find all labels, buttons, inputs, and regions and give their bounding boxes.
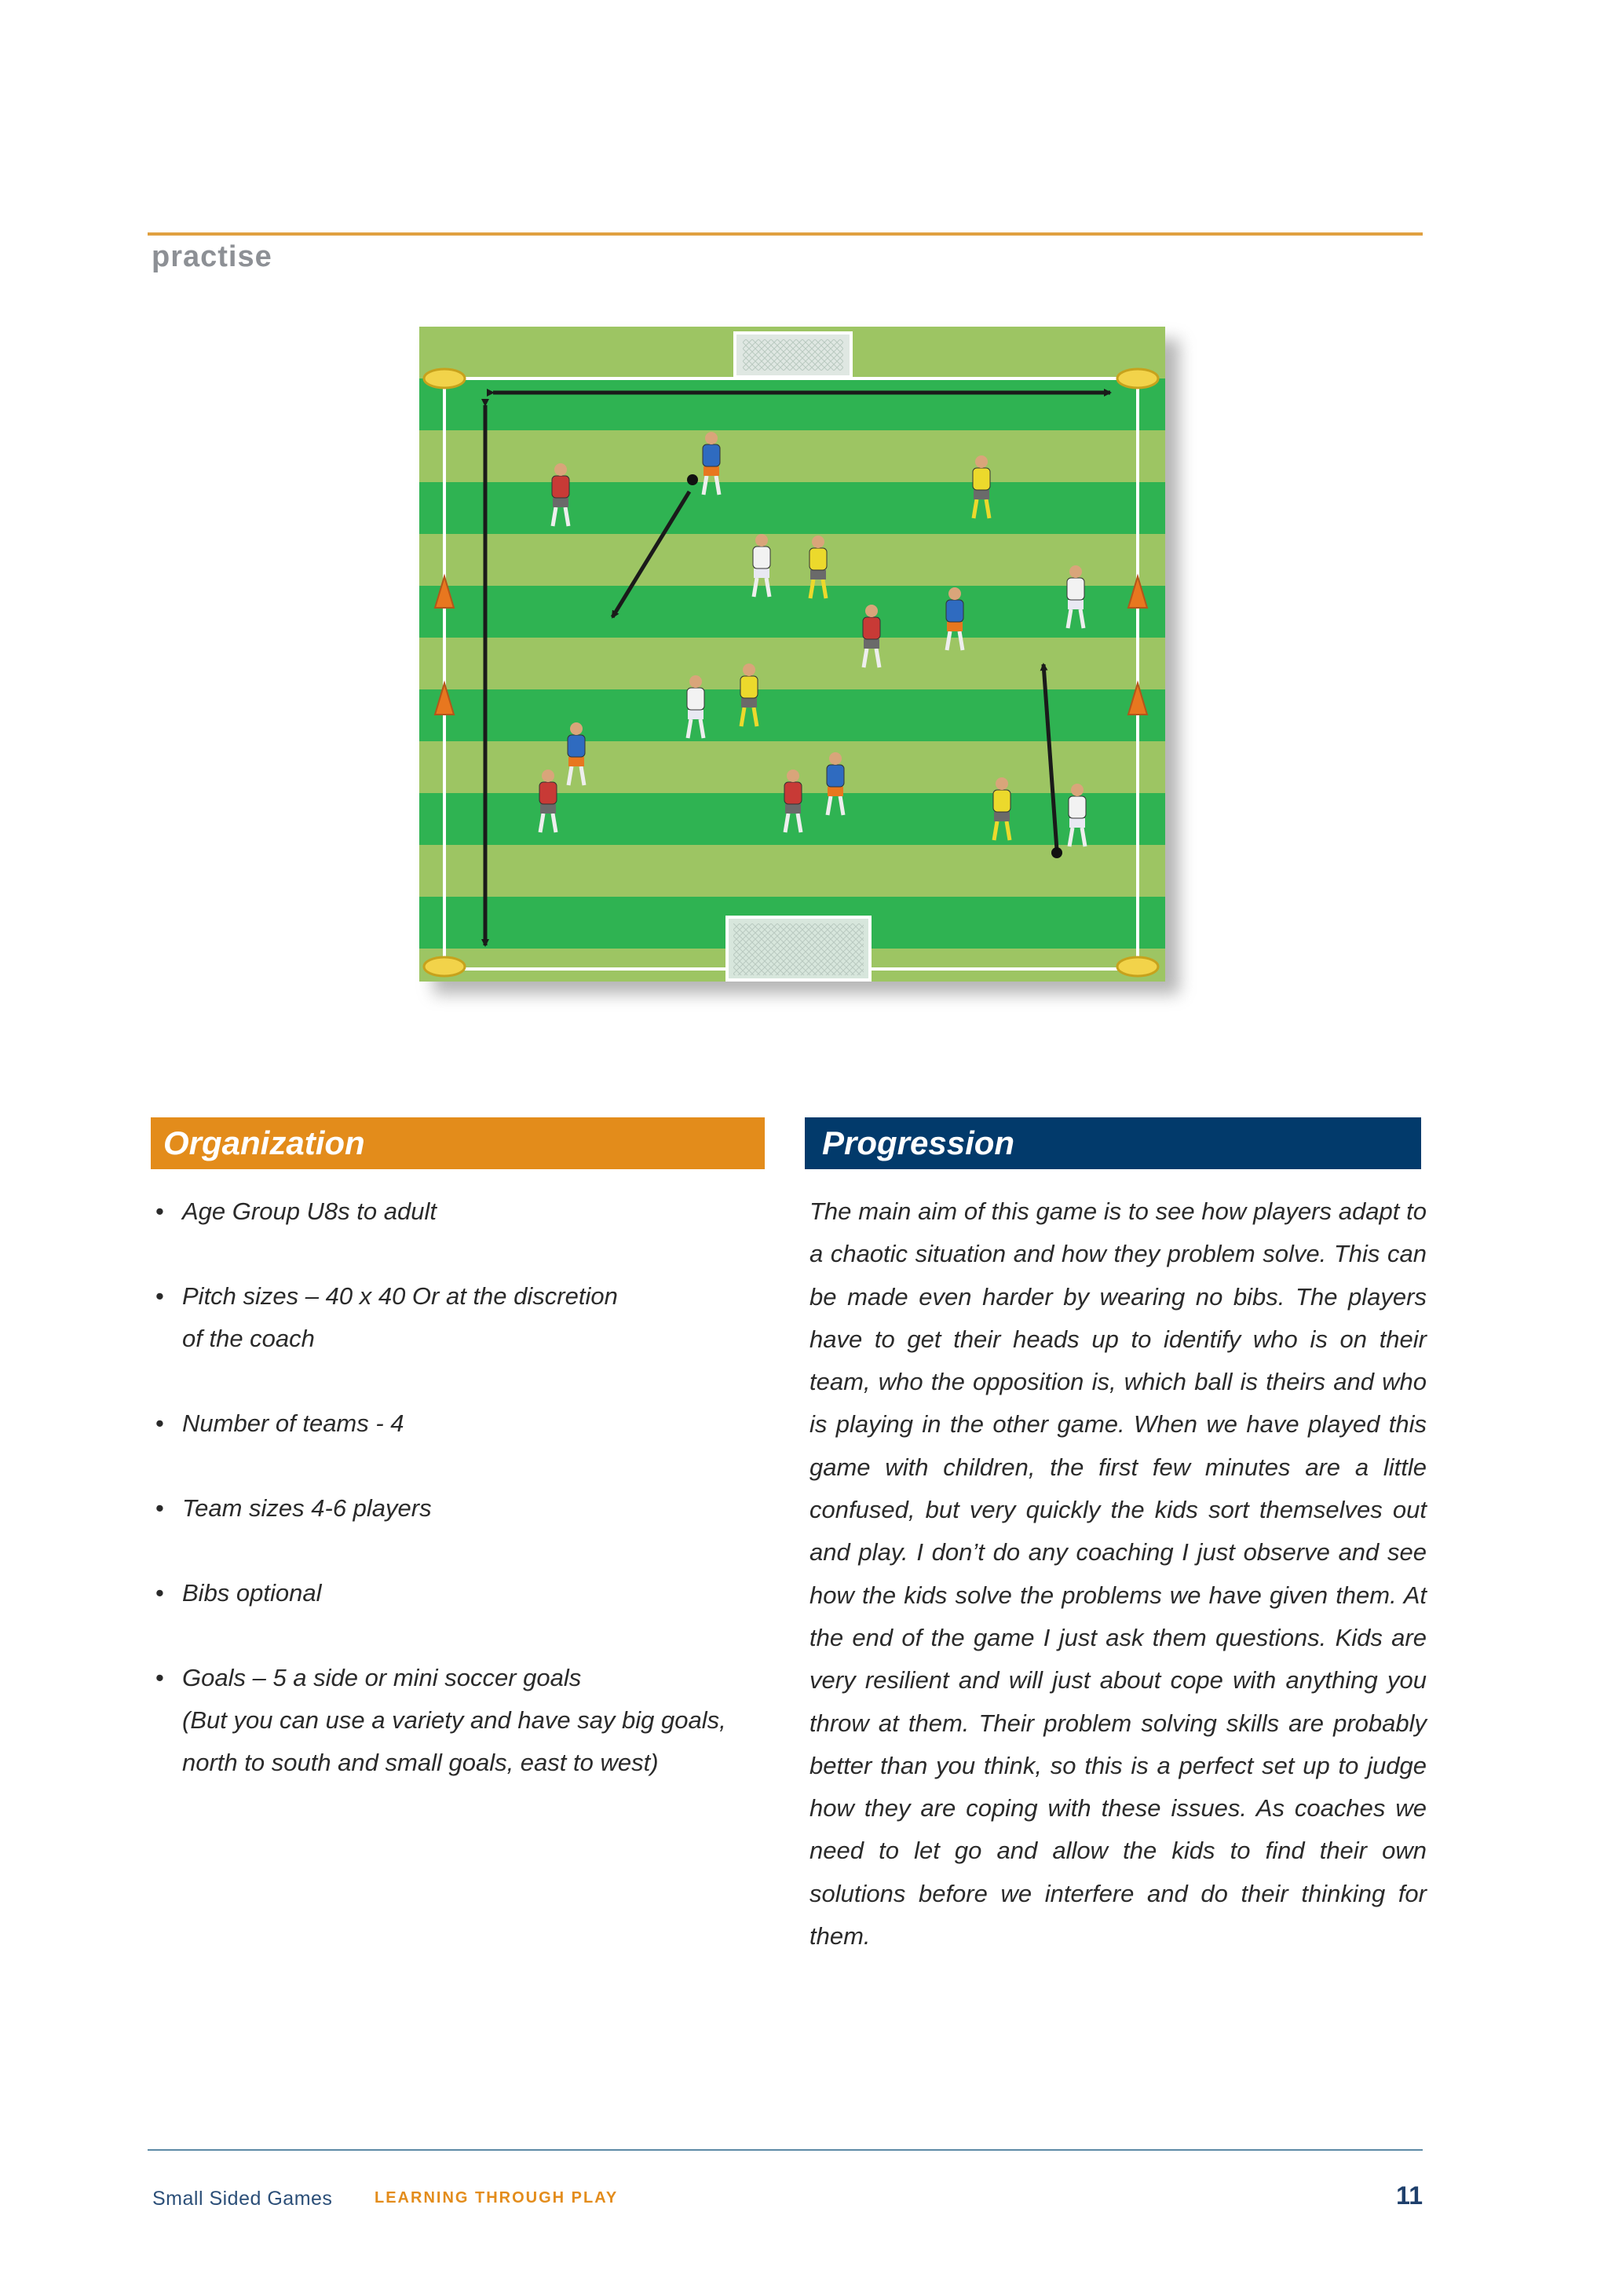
organization-item xyxy=(154,1572,782,1614)
pitch-svg xyxy=(419,327,1165,982)
bottom-divider xyxy=(148,2149,1423,2151)
organization-item xyxy=(154,1275,782,1360)
organization-item xyxy=(154,1487,782,1530)
progression-body: The main aim of this game is to see how players adapt to a chaotic situation and how they problem solve. This can be made even harder by wearing no bibs. The players have to get their heads up to identify who is on their team, who the opposition is, which ball is theirs and who is playing in the other game. When we have played this game with children, the first few minutes are a little confused, but very quickly the kids sort themselves out and play. I don’t do any coaching I just observe and see how the kids solve the problems we have given them. At the end of the game I just ask them questions. Kids are very resilient and will just about cope with anything you throw at them. Their problem solving skills are probably better than you think, so this is a perfect set up to judge how they are coping with these issues. As coaches we need to let go and allow the kids to find their own solutions before we interfere and do their thinking for them. xyxy=(809,1197,1427,1951)
bullet-icon: • xyxy=(155,1197,164,1225)
organization-list xyxy=(154,1190,782,1826)
item-subtext: (But you can use a variety and have say big goals, north to south and small goals, east to west) xyxy=(182,1706,726,1776)
organization-item xyxy=(154,1402,782,1445)
pitch-stripe xyxy=(419,378,1165,430)
pitch-diagram xyxy=(419,327,1165,982)
item-subtext: of the coach xyxy=(182,1325,315,1352)
section-label: practise xyxy=(152,240,272,273)
item-text: Bibs optional xyxy=(182,1579,322,1607)
bullet-icon: • xyxy=(155,1494,164,1522)
pitch-stripe xyxy=(419,482,1165,534)
organization-item xyxy=(154,1657,782,1784)
organization-heading: Organization xyxy=(151,1117,765,1169)
pitch-stripes xyxy=(419,327,1165,982)
item-text: Number of teams - 4 xyxy=(182,1409,404,1437)
page-number: 11 xyxy=(1396,2181,1423,2210)
pitch-stripe xyxy=(419,689,1165,741)
bullet-icon: • xyxy=(155,1664,164,1691)
top-divider xyxy=(148,232,1423,236)
pitch-stripe xyxy=(419,586,1165,638)
top-goal xyxy=(735,333,851,377)
footer-subtitle: LEARNING THROUGH PLAY xyxy=(375,2189,619,2206)
progression-heading: Progression xyxy=(805,1117,1421,1169)
organization-item xyxy=(154,1190,782,1233)
item-text: Goals – 5 a side or mini soccer goals xyxy=(182,1664,582,1691)
footer-title: Small Sided Games xyxy=(152,2188,333,2210)
bullet-icon: • xyxy=(155,1409,164,1437)
bottom-goal xyxy=(727,917,870,980)
item-text: Age Group U8s to adult xyxy=(182,1197,437,1225)
bullet-icon: • xyxy=(155,1579,164,1607)
bullet-icon: • xyxy=(155,1282,164,1310)
item-text: Team sizes 4-6 players xyxy=(182,1494,432,1522)
item-text: Pitch sizes – 40 x 40 Or at the discretion xyxy=(182,1282,618,1310)
